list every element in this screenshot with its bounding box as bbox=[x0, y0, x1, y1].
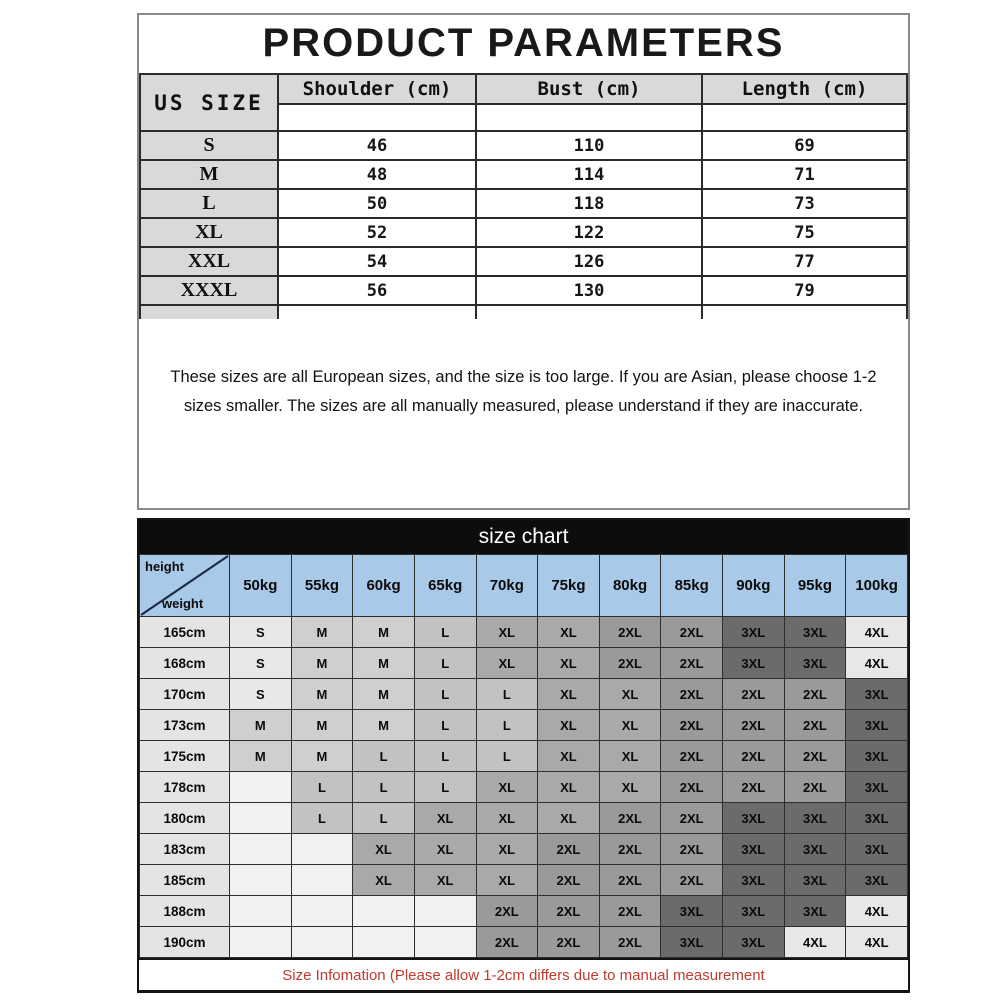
size-value-cell: 3XL bbox=[784, 803, 846, 834]
size-value-cell: XL bbox=[414, 803, 476, 834]
height-cell: 170cm bbox=[140, 679, 230, 710]
size-value-cell bbox=[230, 803, 292, 834]
size-value-cell: M bbox=[291, 648, 353, 679]
value-cell: 122 bbox=[476, 218, 702, 247]
size-value-cell: 4XL bbox=[784, 927, 846, 958]
size-chart-section bbox=[137, 518, 910, 993]
size-value-cell: XL bbox=[476, 865, 538, 896]
value-cell: 118 bbox=[476, 189, 702, 218]
size-value-cell bbox=[230, 896, 292, 927]
size-cell: XXXL bbox=[140, 276, 278, 305]
size-value-cell: 3XL bbox=[723, 648, 785, 679]
height-cell: 175cm bbox=[140, 741, 230, 772]
size-value-cell: 3XL bbox=[723, 617, 785, 648]
size-value-cell: 2XL bbox=[784, 741, 846, 772]
size-value-cell: XL bbox=[599, 679, 661, 710]
size-value-cell: 3XL bbox=[846, 741, 908, 772]
size-value-cell: XL bbox=[353, 834, 415, 865]
size-value-cell: XL bbox=[353, 865, 415, 896]
table-row bbox=[140, 189, 907, 218]
product-table-body bbox=[140, 131, 907, 305]
size-value-cell: 3XL bbox=[723, 803, 785, 834]
size-value-cell bbox=[230, 834, 292, 865]
size-value-cell: XL bbox=[476, 803, 538, 834]
size-value-cell: S bbox=[230, 648, 292, 679]
size-value-cell: 2XL bbox=[661, 617, 723, 648]
size-chart-title: size chart bbox=[139, 520, 908, 554]
product-stub-row bbox=[140, 305, 907, 319]
weight-column-header: 80kg bbox=[599, 555, 661, 617]
table-row bbox=[140, 131, 907, 160]
size-chart-row bbox=[140, 803, 908, 834]
weight-column-header: 70kg bbox=[476, 555, 538, 617]
size-value-cell: 3XL bbox=[723, 865, 785, 896]
size-value-cell: M bbox=[353, 679, 415, 710]
value-cell: 48 bbox=[278, 160, 476, 189]
value-cell: 114 bbox=[476, 160, 702, 189]
value-cell: 126 bbox=[476, 247, 702, 276]
size-value-cell bbox=[353, 896, 415, 927]
size-value-cell: XL bbox=[599, 772, 661, 803]
size-value-cell: M bbox=[230, 710, 292, 741]
size-value-cell: L bbox=[476, 679, 538, 710]
size-value-cell: L bbox=[353, 741, 415, 772]
size-value-cell: 2XL bbox=[538, 896, 600, 927]
us-size-corner-header: US SIZE bbox=[140, 74, 278, 131]
size-value-cell: L bbox=[414, 710, 476, 741]
stub-cell bbox=[702, 305, 907, 319]
size-cell: L bbox=[140, 189, 278, 218]
size-value-cell: XL bbox=[414, 865, 476, 896]
height-cell: 178cm bbox=[140, 772, 230, 803]
size-value-cell: 3XL bbox=[784, 834, 846, 865]
product-parameters-section bbox=[137, 13, 910, 510]
value-cell: 77 bbox=[702, 247, 907, 276]
size-value-cell: 3XL bbox=[846, 710, 908, 741]
table-row bbox=[140, 276, 907, 305]
size-chart-row bbox=[140, 865, 908, 896]
column-header: Bust (cm) bbox=[476, 74, 702, 104]
weight-column-header: 60kg bbox=[353, 555, 415, 617]
value-cell: 79 bbox=[702, 276, 907, 305]
size-cell: S bbox=[140, 131, 278, 160]
value-cell: 110 bbox=[476, 131, 702, 160]
size-value-cell: 2XL bbox=[476, 896, 538, 927]
size-value-cell: 2XL bbox=[723, 741, 785, 772]
size-value-cell: 3XL bbox=[723, 927, 785, 958]
size-value-cell: 4XL bbox=[846, 927, 908, 958]
size-value-cell: XL bbox=[476, 834, 538, 865]
size-value-cell: L bbox=[353, 803, 415, 834]
size-value-cell: 2XL bbox=[784, 710, 846, 741]
size-value-cell: 2XL bbox=[661, 679, 723, 710]
spacer-cell bbox=[476, 104, 702, 131]
height-weight-corner bbox=[140, 555, 230, 617]
size-value-cell: 3XL bbox=[661, 896, 723, 927]
size-value-cell: 3XL bbox=[846, 865, 908, 896]
height-cell: 173cm bbox=[140, 710, 230, 741]
height-cell: 180cm bbox=[140, 803, 230, 834]
size-chart-row bbox=[140, 679, 908, 710]
value-cell: 56 bbox=[278, 276, 476, 305]
size-chart-row bbox=[140, 741, 908, 772]
table-row bbox=[140, 218, 907, 247]
value-cell: 50 bbox=[278, 189, 476, 218]
size-value-cell: 3XL bbox=[723, 896, 785, 927]
size-value-cell: L bbox=[414, 648, 476, 679]
weight-column-header: 65kg bbox=[414, 555, 476, 617]
value-cell: 54 bbox=[278, 247, 476, 276]
size-value-cell: 4XL bbox=[846, 896, 908, 927]
height-cell: 165cm bbox=[140, 617, 230, 648]
size-value-cell: 2XL bbox=[661, 803, 723, 834]
size-value-cell: XL bbox=[414, 834, 476, 865]
size-value-cell: M bbox=[291, 617, 353, 648]
size-value-cell: 3XL bbox=[846, 679, 908, 710]
size-value-cell: 2XL bbox=[661, 865, 723, 896]
product-parameters-table bbox=[139, 73, 908, 319]
size-cell: XXL bbox=[140, 247, 278, 276]
value-cell: 73 bbox=[702, 189, 907, 218]
value-cell: 71 bbox=[702, 160, 907, 189]
weight-column-header: 50kg bbox=[230, 555, 292, 617]
size-chart-row bbox=[140, 927, 908, 958]
height-cell: 183cm bbox=[140, 834, 230, 865]
height-cell: 188cm bbox=[140, 896, 230, 927]
size-value-cell: M bbox=[230, 741, 292, 772]
weight-column-header: 85kg bbox=[661, 555, 723, 617]
size-chart-header-row bbox=[140, 555, 908, 617]
size-cell: M bbox=[140, 160, 278, 189]
height-cell: 190cm bbox=[140, 927, 230, 958]
size-value-cell: 2XL bbox=[599, 834, 661, 865]
size-value-cell: L bbox=[476, 710, 538, 741]
size-value-cell: XL bbox=[538, 772, 600, 803]
size-value-cell: XL bbox=[476, 617, 538, 648]
size-value-cell: 2XL bbox=[723, 710, 785, 741]
size-value-cell: 2XL bbox=[784, 679, 846, 710]
size-value-cell: 2XL bbox=[538, 927, 600, 958]
size-chart-row bbox=[140, 648, 908, 679]
size-value-cell: S bbox=[230, 617, 292, 648]
spacer-cell bbox=[278, 104, 476, 131]
table-row bbox=[140, 160, 907, 189]
size-chart-row bbox=[140, 896, 908, 927]
stub-cell bbox=[140, 305, 278, 319]
size-cell: XL bbox=[140, 218, 278, 247]
size-value-cell: XL bbox=[476, 772, 538, 803]
size-value-cell: 2XL bbox=[538, 865, 600, 896]
size-value-cell: L bbox=[414, 741, 476, 772]
size-value-cell: XL bbox=[538, 741, 600, 772]
size-value-cell: 3XL bbox=[784, 865, 846, 896]
size-value-cell: XL bbox=[538, 617, 600, 648]
size-value-cell: 3XL bbox=[723, 834, 785, 865]
size-chart-row bbox=[140, 834, 908, 865]
weight-column-header: 55kg bbox=[291, 555, 353, 617]
size-value-cell bbox=[291, 927, 353, 958]
size-value-cell: 2XL bbox=[661, 834, 723, 865]
size-value-cell: M bbox=[353, 617, 415, 648]
size-chart-body bbox=[140, 617, 908, 958]
weight-axis-label: weight bbox=[162, 596, 204, 611]
value-cell: 130 bbox=[476, 276, 702, 305]
column-header: Shoulder (cm) bbox=[278, 74, 476, 104]
size-value-cell bbox=[353, 927, 415, 958]
size-value-cell: 3XL bbox=[846, 834, 908, 865]
size-value-cell: XL bbox=[538, 679, 600, 710]
size-value-cell: L bbox=[291, 803, 353, 834]
table-row bbox=[140, 247, 907, 276]
size-value-cell: XL bbox=[599, 710, 661, 741]
size-value-cell bbox=[291, 865, 353, 896]
size-value-cell: 3XL bbox=[784, 617, 846, 648]
height-axis-label: height bbox=[145, 559, 184, 574]
size-value-cell bbox=[414, 896, 476, 927]
size-value-cell: L bbox=[291, 772, 353, 803]
stub-cell bbox=[476, 305, 702, 319]
size-value-cell: L bbox=[414, 772, 476, 803]
size-chart-row bbox=[140, 617, 908, 648]
size-value-cell: 2XL bbox=[661, 772, 723, 803]
size-disclaimer-note: These sizes are all European sizes, and the size is too large. If you are Asian, please choose 1-2 sizes smaller. The sizes are all manually measured, please understand if they are inaccurate. bbox=[170, 368, 877, 415]
size-value-cell: 2XL bbox=[784, 772, 846, 803]
size-value-cell: 3XL bbox=[661, 927, 723, 958]
size-value-cell: 2XL bbox=[538, 834, 600, 865]
size-value-cell: 2XL bbox=[599, 865, 661, 896]
size-value-cell: 4XL bbox=[846, 648, 908, 679]
size-value-cell: L bbox=[414, 679, 476, 710]
value-cell: 46 bbox=[278, 131, 476, 160]
size-value-cell bbox=[230, 865, 292, 896]
size-value-cell: 3XL bbox=[846, 772, 908, 803]
size-value-cell: XL bbox=[538, 648, 600, 679]
size-value-cell: XL bbox=[599, 741, 661, 772]
size-value-cell: M bbox=[291, 741, 353, 772]
column-header: Length (cm) bbox=[702, 74, 907, 104]
size-value-cell: M bbox=[291, 679, 353, 710]
size-value-cell: 2XL bbox=[476, 927, 538, 958]
size-value-cell: S bbox=[230, 679, 292, 710]
weight-column-header: 90kg bbox=[723, 555, 785, 617]
height-cell: 185cm bbox=[140, 865, 230, 896]
size-value-cell bbox=[230, 772, 292, 803]
size-value-cell: M bbox=[353, 648, 415, 679]
size-value-cell bbox=[414, 927, 476, 958]
weight-column-header: 95kg bbox=[784, 555, 846, 617]
stub-cell bbox=[278, 305, 476, 319]
size-chart-row bbox=[140, 710, 908, 741]
size-chart-table bbox=[139, 554, 908, 958]
size-value-cell: 4XL bbox=[846, 617, 908, 648]
measurement-note: Size Infomation (Please allow 1-2cm differs due to manual measurement bbox=[139, 958, 908, 990]
size-value-cell bbox=[230, 927, 292, 958]
size-value-cell: L bbox=[353, 772, 415, 803]
size-value-cell: 2XL bbox=[599, 896, 661, 927]
size-value-cell: 3XL bbox=[784, 896, 846, 927]
height-cell: 168cm bbox=[140, 648, 230, 679]
size-value-cell: 2XL bbox=[599, 617, 661, 648]
size-value-cell: 2XL bbox=[661, 648, 723, 679]
weight-column-header: 100kg bbox=[846, 555, 908, 617]
value-cell: 52 bbox=[278, 218, 476, 247]
size-value-cell: XL bbox=[476, 648, 538, 679]
spacer-cell bbox=[702, 104, 907, 131]
size-value-cell: 2XL bbox=[661, 710, 723, 741]
size-value-cell: 2XL bbox=[661, 741, 723, 772]
size-value-cell: 2XL bbox=[599, 648, 661, 679]
size-value-cell: L bbox=[414, 617, 476, 648]
size-value-cell: M bbox=[353, 710, 415, 741]
product-header-row bbox=[140, 74, 907, 104]
value-cell: 75 bbox=[702, 218, 907, 247]
page-title: PRODUCT PARAMETERS bbox=[262, 21, 785, 65]
size-value-cell: 2XL bbox=[723, 679, 785, 710]
weight-column-header: 75kg bbox=[538, 555, 600, 617]
size-value-cell: 2XL bbox=[599, 803, 661, 834]
size-value-cell: 3XL bbox=[784, 648, 846, 679]
size-value-cell bbox=[291, 834, 353, 865]
size-chart-row bbox=[140, 772, 908, 803]
size-value-cell: 2XL bbox=[723, 772, 785, 803]
size-value-cell: XL bbox=[538, 710, 600, 741]
size-value-cell: 2XL bbox=[599, 927, 661, 958]
size-value-cell: L bbox=[476, 741, 538, 772]
size-value-cell: XL bbox=[538, 803, 600, 834]
size-value-cell bbox=[291, 896, 353, 927]
size-value-cell: 3XL bbox=[846, 803, 908, 834]
size-value-cell: M bbox=[291, 710, 353, 741]
value-cell: 69 bbox=[702, 131, 907, 160]
